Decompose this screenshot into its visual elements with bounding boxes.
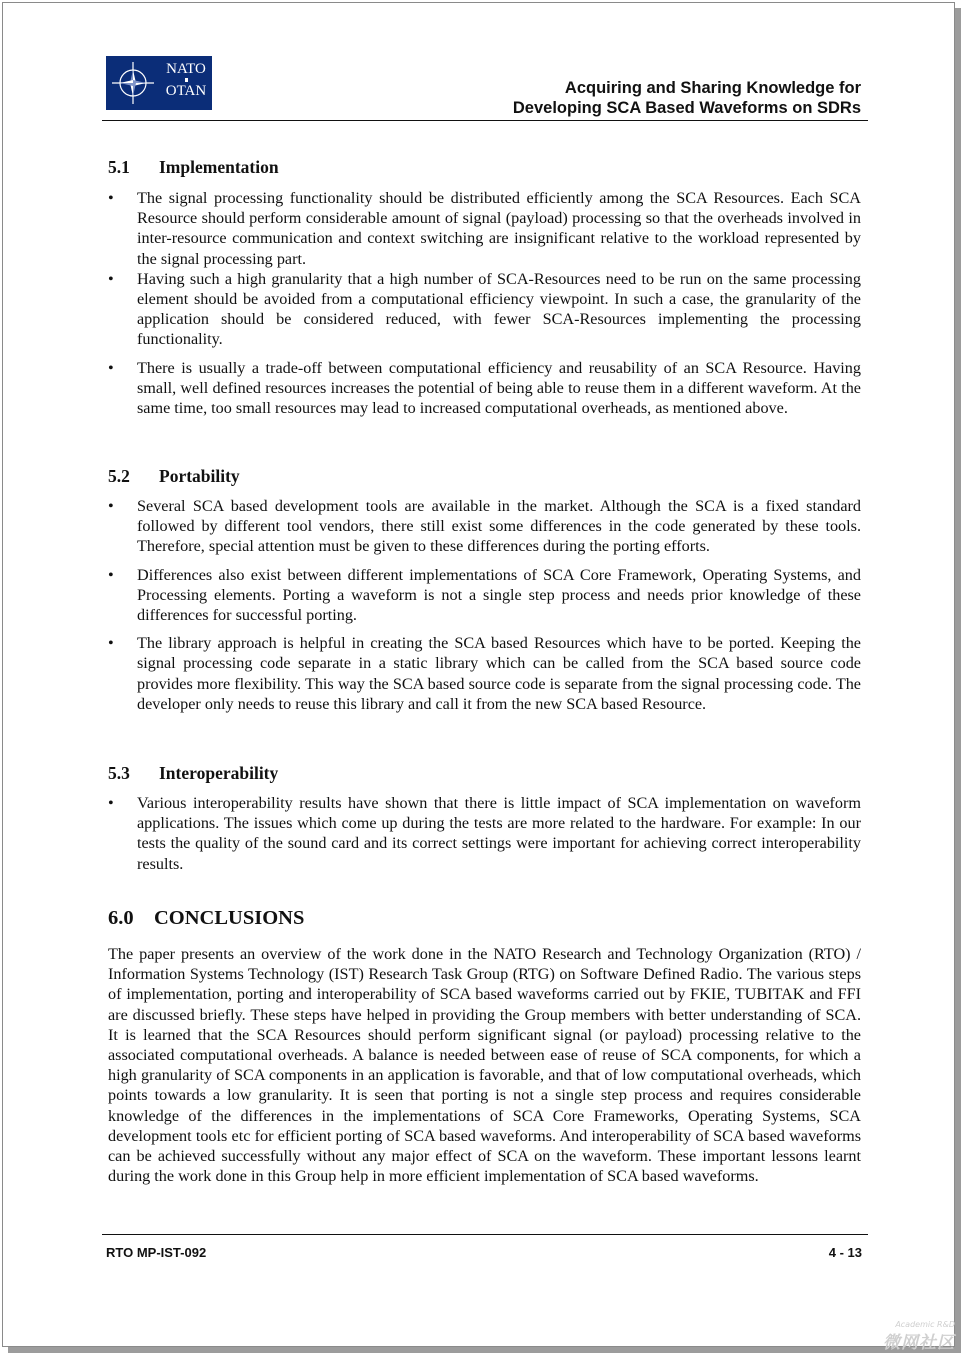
bullet-icon: • bbox=[108, 794, 114, 812]
section-title: Interoperability bbox=[159, 763, 279, 783]
list-item bbox=[108, 188, 861, 269]
logo-separator bbox=[185, 78, 188, 82]
list-item-text: Several SCA based development tools are available in the market. Although the SCA is a fixed standard followed by different tool vendors, there still exist some differences in the code generated by these tools. Therefore, special attention must be given to these differences during the porting efforts. bbox=[137, 497, 861, 556]
bullet-icon: • bbox=[108, 269, 114, 288]
section-number: 5.1 bbox=[108, 157, 130, 177]
document-title-line-2: Developing SCA Based Waveforms on SDRs bbox=[512, 99, 861, 117]
footer-page-number: 4 - 13 bbox=[828, 1245, 862, 1260]
list-item-text: There is usually a trade-off between computational efficiency and reusability of an SCA Resource. Having small, well defined resources increases the potential of being able to reuse them in a different waveform. At the same time, too small resources may lead to increased computational overheads, as mentioned above. bbox=[137, 358, 861, 418]
section-title: Portability bbox=[159, 466, 240, 486]
section-number: 5.2 bbox=[108, 466, 130, 486]
section-5-2 bbox=[108, 465, 861, 714]
chapter-number: 6.0 bbox=[108, 907, 134, 929]
logo-otan-text: OTAN bbox=[165, 83, 207, 99]
footer-rule bbox=[102, 1234, 868, 1235]
list-item-text: The library approach is helpful in creating the SCA based Resources which have to be ported. Keeping the signal processing code separate in a static library which can be called from the SCA based source code provides more flexibility. This way the SCA based source code is separate from the signal processing code. The developer only needs to reuse this library and call it from the new SCA based Resource. bbox=[137, 634, 861, 713]
logo-nato-text: NATO bbox=[166, 61, 206, 77]
list-item-text: The signal processing functionality should be distributed efficiently among the SCA Resources. Each SCA Resource should perform considerable amount of signal (payload) processing so that the overheads involved in inter-resource communication and context switching are insignificant relative to the workload represented by the signal processing part. bbox=[137, 189, 861, 268]
list-item bbox=[108, 496, 861, 557]
list-item bbox=[108, 793, 861, 874]
bullet-list bbox=[108, 496, 861, 714]
list-item-text: Differences also exist between different implementations of SCA Core Framework, Operating Systems, and Processing elements. Porting a waveform is not a single step process and needs prior knowledge of these differences for successful porting. bbox=[137, 565, 861, 625]
section-5-3 bbox=[108, 762, 861, 874]
bullet-icon: • bbox=[108, 497, 114, 515]
list-item bbox=[108, 269, 861, 350]
section-6-0 bbox=[108, 905, 861, 1186]
bullet-icon: • bbox=[108, 189, 114, 207]
bullet-icon: • bbox=[108, 565, 114, 584]
section-number: 5.3 bbox=[108, 763, 130, 783]
list-item-text: Having such a high granularity that a high number of SCA-Resources need to be run on the same processing element should be avoided from a computational efficiency viewpoint. In such a case, the granularity of the application should be considered reduced, with fewer SCA-Resources implementing the processing functionality. bbox=[137, 269, 861, 349]
chapter-heading bbox=[108, 905, 861, 931]
watermark bbox=[825, 1320, 955, 1352]
document-title-line-1: Acquiring and Sharing Knowledge for bbox=[564, 79, 861, 97]
watermark-small-text: Academic R&D bbox=[895, 1320, 955, 1329]
footer-document-id: RTO MP-IST-092 bbox=[106, 1245, 207, 1260]
document-title bbox=[513, 78, 861, 118]
conclusions-paragraph: The paper presents an overview of the work done in the NATO Research and Technology Organization (RTO) / Information Systems Technology (IST) Research Task Group (RTG) on Software Defined Radio. The various steps of implementation, porting and interoperability of SCA based waveforms carried out by FKIE, TUBITAK and FFI are discussed briefly. These steps have helped in providing the Group members with better understanding of SCA. It is learned that the SCA Resources should perform significant signal (or payload) processing relative to the associated computational overheads. A balance is needed between ease of reuse of SCA components, for which a high granularity of SCA components in an application is favorable, and that of low computational overheads, which points towards a low granularity. It is seen that porting is not a single step process and requires considerable knowledge of the differences in the implementations of SCA Core Frameworks, Operating Systems, SCA development tools etc for efficient porting of SCA based waveforms. And interoperability of SCA based waveforms can be achieved successfully without any major effect of SCA on the waveform. These important lessons learnt during the work done in this Group help in more efficient implementation of SCA based waveforms. bbox=[108, 945, 861, 1186]
watermark-text: 微网社区 bbox=[883, 1333, 955, 1353]
bullet-icon: • bbox=[108, 634, 114, 653]
list-item-text: Various interoperability results have shown that there is little impact of SCA implementation on waveform applications. The issues which come up during the tests are more related to the hardware. For example: In our tests the quality of the sound card and its correct settings were important for achieving correct interoperability results. bbox=[137, 794, 861, 873]
section-heading bbox=[108, 156, 861, 178]
section-heading bbox=[108, 465, 861, 487]
logo-text bbox=[162, 62, 210, 99]
bullet-list bbox=[108, 793, 861, 874]
bullet-icon: • bbox=[108, 358, 114, 377]
header-rule bbox=[102, 120, 868, 121]
bullet-list bbox=[108, 188, 861, 418]
section-heading bbox=[108, 762, 861, 784]
list-item bbox=[108, 633, 861, 714]
nato-compass-icon bbox=[106, 56, 160, 110]
chapter-title: CONCLUSIONS bbox=[154, 907, 305, 929]
nato-logo bbox=[106, 56, 212, 110]
list-item bbox=[108, 358, 861, 419]
section-5-1 bbox=[108, 156, 861, 418]
section-title: Implementation bbox=[159, 157, 279, 177]
list-item bbox=[108, 565, 861, 626]
